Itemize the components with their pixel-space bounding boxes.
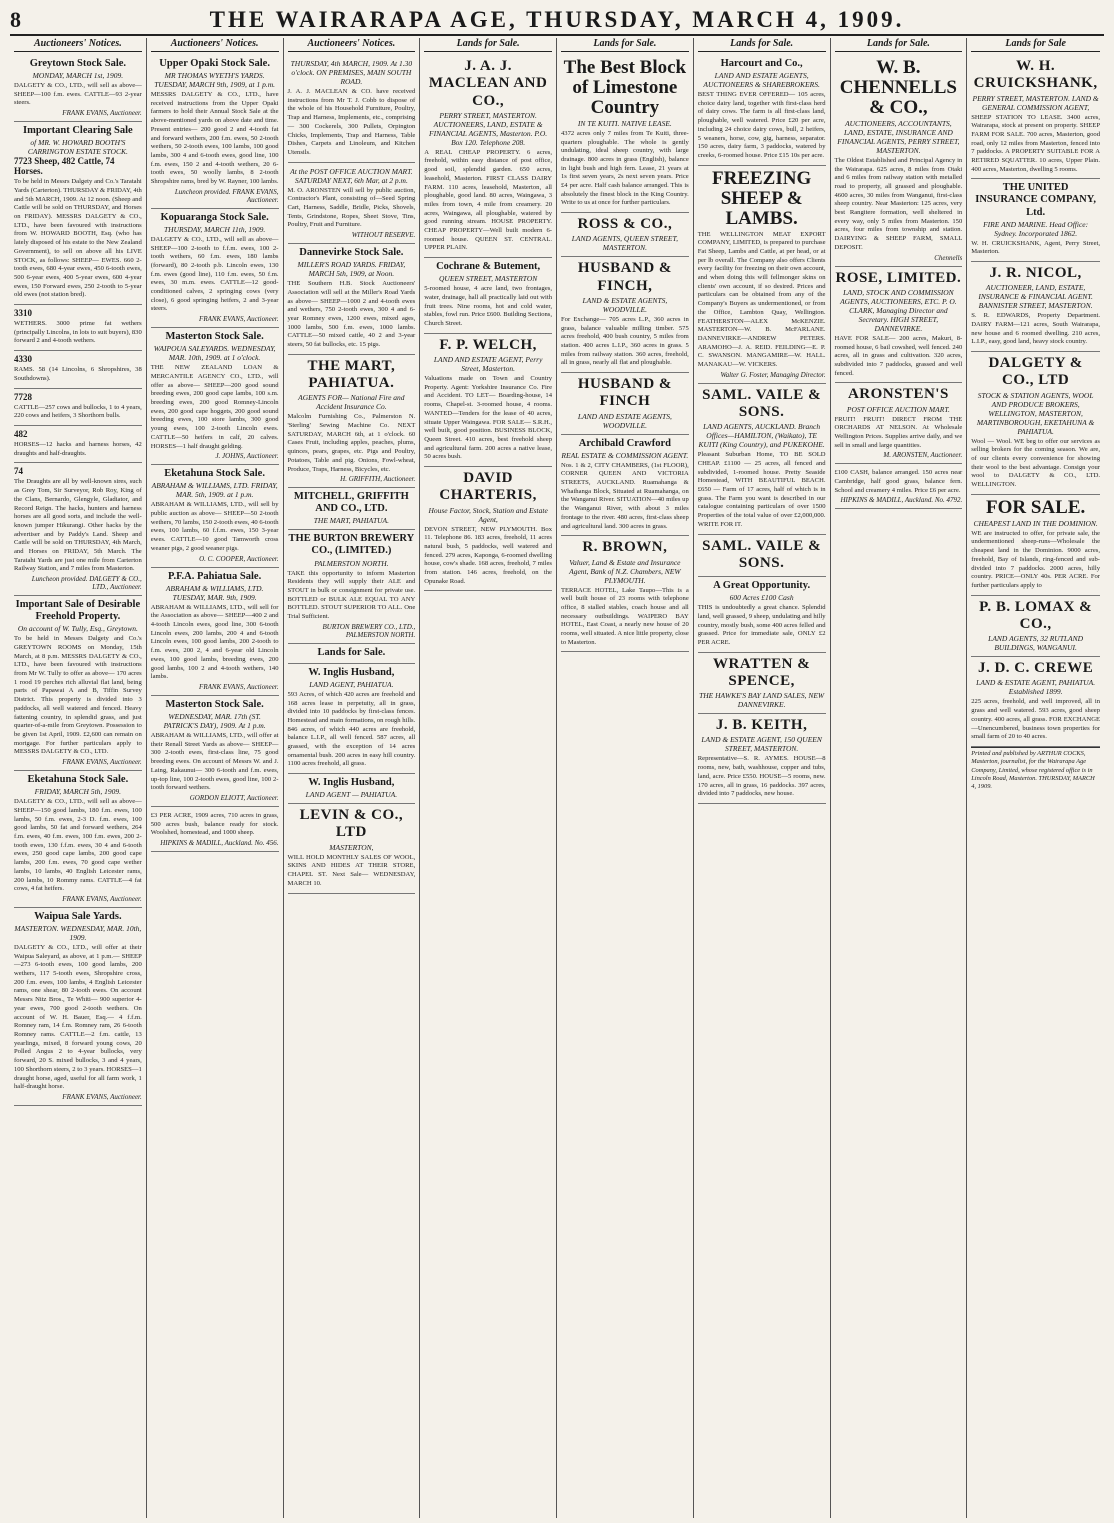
advertisement (561, 257, 689, 373)
ad-body-text: THE NEW ZEALAND LOAN & MERCANTILE AGENCY CO., LTD., will offer as above— SHEEP—200 good sound breeding ewes, 200 good cape lambs, 100 s.m. breeding ewes, 200 good Romney-Lincoln ewes, 200 good cape hoggets, 200 good sound breeding ewes, 100 store lambs, 300 good young ewes, 100 2-tooth Lincoln ewes. CATTLE—50 heifers in calf, 20 calves. HORSES—1 half draught gelding. (150, 364, 279, 450)
ad-body-text: WETHERS. 3000 prime fat wethers (principally Lincolns, in lots to suit buyers), 830 forward 2 and 4-tooth wethers. (14, 320, 142, 345)
ad-title: P.F.A. Pahiatua Sale. (168, 570, 262, 582)
ad-title: ROSS & CO., (577, 216, 673, 233)
ad-subtitle: PALMERSTON NORTH. (314, 558, 389, 568)
ad-subtitle: 600 Acres £100 Cash (729, 593, 794, 603)
ad-subtitle: Valuer, Land & Estate and Insurance Agent, Bank of N.Z. Chambers, NEW PLYMOUTH. (569, 557, 681, 585)
ad-subtitle: FIRE AND MARINE. Head Office: Sydney. Incorporated 1862. (983, 219, 1089, 238)
ad-subtitle: PERRY STREET, MASTERTON. LAND & GENERAL COMMISSION AGENT, (972, 93, 1099, 112)
ad-subtitle: LAND AGENTS, 32 RUTLAND BUILDINGS, WANGANUI. (988, 634, 1084, 653)
ad-title: SAML. VAILE & SONS. (702, 537, 822, 571)
ad-body-text: DEVON STREET, NEW PLYMOUTH. Box 11. Telephone 86. 183 acres, freehold, 11 acres natural bush, 5 paddocks, well watered and fenced. 279 acres, Kaponga, 6-roomed dwelling house, cow's shade. 168 acres, freehold, 7 miles from station. 146 acres, freehold, on the Opunake Road. (424, 525, 552, 585)
ad-title: Dannevirke Stock Sale. (299, 247, 404, 259)
ad-subtitle: ABRAHAM & WILLIAMS, LTD. TUESDAY, MAR. 9th, 1909. (165, 583, 264, 602)
ad-subtitle: LAND & ESTATE AGENTS, WOODVILLE. (582, 295, 668, 314)
ad-title: P. B. LOMAX & CO., (979, 598, 1093, 632)
ad-body-text: 5-roomed house, 4 acre land, two frontages, water, drainage, hall all practically laid out with fruit trees. Nine rooms, hot and cold water, stables, fowl run. Price £600. Building Sections, Church Street. (424, 285, 552, 328)
ad-body-text: Pleasant Suburban Home, TO BE SOLD CHEAP. £1100 — 25 acres, all fenced and subdivided, 1-roomed house. Pretty Seaside Homestead, WITH BEAUTIFUL BEACH. £650 — Farm of 17 acres, half of which is in grass. The Farm you want is described in our catalogue containing particulars of over 1500 Properties of the total value of over £2,000,000. WRITE FOR IT. (697, 451, 826, 528)
advertisement (971, 657, 1100, 747)
advertisement (561, 55, 689, 213)
ad-title: W. B. CHENNELLS & CO., (839, 57, 957, 118)
advertisement (698, 714, 826, 804)
ad-body-text: THE Southern H.B. Stock Auctioneers' Association will sell at the Miller's Road Yards as above— SHEEP—1000 2 and 4-tooth ewes and wethers, 750 2-tooth ewes, 300 4 and 6-year Romney ewes, 1200 ewes, mixed ages, 1000 lambs, 500 f.m. ewes, 1000 lambs. CATTLE—50 mixed cattle, 40 2 and 3-year steers, 50 fat bullocks, etc. 15 pigs. (287, 280, 416, 349)
ad-title: FOR SALE. (986, 496, 1086, 518)
ad-title: Kopuaranga Stock Sale. (160, 211, 269, 223)
column-8 (967, 38, 1104, 1518)
advertisement (151, 696, 279, 807)
ad-signature: FRANK EVANS, Auctioneer. (199, 682, 279, 691)
advertisement (561, 435, 689, 537)
ad-body-text: For Exchange— 705 acres L.P., 360 acres in grass, balance valuable milling timber. 575 acres freehold, 400 bush country, 5 miles from station. 400 acres L.I.P., 360 acres in grass. 5 miles from railway station. 360 acres, freehold, all in grass, nearly all flat and ploughable. (561, 315, 689, 367)
ad-title: THE BURTON BREWERY CO., (LIMITED.) (288, 533, 415, 557)
ad-title: Masterton Stock Sale. (165, 331, 264, 343)
advertisement (561, 213, 689, 257)
ad-title: HUSBAND & FINCH, (577, 260, 672, 294)
ad-body-text: ABRAHAM & WILLIAMS, LTD., will offer at their Renall Street Yards as above— SHEEP—300 2-tooth ewes, first-class line, 75 good breeding ewes. On account of Messrs W. and J. Laing, Rakaunui— 300 6-tooth and f.m. ewes, up-top line, 100 2-tooth ewes, good line, 100 2-tooth forward wethers. (150, 732, 279, 792)
ad-subtitle: WAIPOUA SALEYARDS. WEDNESDAY, MAR. 10th, 1909. at 1 o'clock. (153, 344, 276, 363)
ad-body-text: The Draughts are all by well-known sires, such as Grey Tom, Sir Surveyor, Rob Roy, King of the Clans, Bernardo, Glengyle, Gladiator, and Record Reign. The hacks, hunters and harness horses are all good sorts, and include the well-known jumper Hikurangi. Other hacks by the advertiser and by Paddy's Land. Sheep and Cattle will be sold on THURSDAY, 4th March, and Horses on FRIDAY, 5th March. The Taratahi Yards are just one mile from Carterton Railway Station, and 7 miles from Masterton. (14, 478, 142, 573)
ad-body-text: ABRAHAM & WILLIAMS, LTD., will sell by public auction as above— SHEEP—50 2-tooth wethers, 70 lambs, 150 2-tooth ewes, 40 6-tooth ewes, 100 lambs, 60 f.f.m. ewes, 150 3-year ewes. CATTLE—10 good Tamworth cross weaner pigs, 2 good weaner pigs. (150, 501, 279, 552)
ad-body-text: CATTLE—257 cows and bullocks, 1 to 4 years, 220 cows and heifers, 3 Shorthorn bulls. (14, 403, 142, 420)
ad-body-text: RAMS. 58 (14 Lincolns, 6 Shropshires, 38 Southdowns). (14, 366, 142, 382)
ad-signature: M. ARONSTEN, Auctioneer. (883, 451, 963, 460)
ad-title: Important Clearing Sale (23, 125, 133, 137)
ad-subtitle: LAND AGENT — PAHIATUA. (305, 790, 398, 800)
ad-signature: HIPKINS & MADILL, Auckland. No. 456. (160, 839, 279, 848)
ad-title: ROSE, LIMITED. (835, 269, 962, 286)
ad-subtitle: REAL ESTATE & COMMISSION AGENT. (561, 450, 689, 460)
ad-signature: Luncheon provided. FRANK EVANS, Auctioneer. (174, 187, 279, 204)
ad-body-text: Malcolm Furnishing Co., Palmerston N. 'Sterling' Sewing Machine Co. NEXT SATURDAY, MARCH 6th, at 1 o'clock. 60 Cases Fruit, including apples, peaches, plums, quinces, pears, grapes, etc. Pigs and Poultry, Potatoes, Table and pig. Onions, Fowl-wheat, Produce, Traps, Harness, Bicycles, etc. (287, 413, 416, 473)
ad-title: W. Inglis Husband, (308, 666, 395, 678)
ad-subtitle: ABRAHAM & WILLIAMS, LTD. FRIDAY, MAR. 5th, 1909. at 1 p.m. (151, 481, 278, 500)
advertisement (14, 122, 142, 305)
advertisement (288, 355, 416, 488)
ad-title: Lands for Sale. (317, 646, 386, 658)
ad-subtitle: THURSDAY, MARCH 11th, 1909. (163, 224, 266, 234)
ad-title: Masterton Stock Sale. (165, 698, 264, 710)
advertisement (151, 568, 279, 696)
ad-title: ARONSTEN'S (847, 386, 949, 403)
advertisement (971, 596, 1100, 658)
ad-signature: GORDON ELIOTT, Auctioneer. (189, 793, 279, 802)
advertisement (698, 535, 826, 578)
column-header: Lands for Sale. (424, 38, 552, 52)
advertisement (151, 807, 279, 852)
column-6 (694, 38, 831, 1518)
ad-title: Harcourt and Co., (720, 58, 803, 69)
ad-subtitle: MASTERTON, (329, 842, 374, 852)
column-header: Lands for Sale. (698, 38, 826, 52)
ad-signature: FRANK EVANS, Auctioneer. (62, 894, 142, 903)
ad-subtitle: AGENTS FOR— National Fire and Accident Insurance Co. (298, 393, 405, 412)
column-2 (147, 38, 284, 1518)
ad-body-text: SHEEP STATION TO LEASE. 3400 acres, Wairarapa, stock at present on property. SHEEP FARM FOR SALE. 700 acres, Masterton, good road, only 12 miles from Masterton, fenced into 7 paddocks. A PROPERTY SUITABLE FOR A RETIRED SQUATTER. 10 acres, Upper Plain. 400 acres, Masterton, dwelling 5 rooms. (971, 113, 1100, 173)
ad-subtitle: On account of W. Tully, Esq., Greytown. (17, 624, 138, 634)
ad-body-text: 225 acres, freehold, and well improved, all in grass and well watered. 593 acres, good sheep country. 400 acres, all grass. FOR EXCHANGE—Unencumbered, business town properties for small farm of 20 to 40 acres. (971, 698, 1100, 741)
column-header: Auctioneers' Notices. (14, 38, 142, 52)
advertisement (288, 644, 416, 664)
advertisement (698, 384, 826, 535)
advertisement (424, 258, 552, 334)
ad-subtitle: LAND & ESTATE AGENT, PAHIATUA. Established 1899. (976, 678, 1096, 697)
ad-body-text: The Oldest Established and Principal Agency in the Wairarapa. 625 acres, 8 miles from Otaki and 6 miles from railway station with metalled road to property, all grassed and ploughable. 4600 acres, 30 miles from Wanganui, first-class sheep country. Near Masterton: 125 acres, very best Rangitere formation, well sheltered in every way, only 5 miles from Masterton. 150 acres, four miles from township and station. DAIRYING & SHEEP FARM, SMALL DEPOSIT. (834, 156, 963, 251)
ad-subtitle: LAND AGENTS, AUCKLAND. Branch Offices—HAMILTON, (Waikato), TE KUITI (King Country), and PUKEKOHE. (698, 422, 825, 450)
newspaper-columns (10, 38, 1104, 1518)
advertisement (971, 352, 1100, 495)
advertisement (288, 774, 416, 804)
column-header: Lands for Sale. (561, 38, 689, 52)
ad-title: J. R. NICOL, (989, 265, 1082, 282)
ad-subtitle: POST OFFICE AUCTION MART. (846, 404, 950, 414)
ad-subtitle: QUEEN STREET, MASTERTON (438, 274, 538, 284)
ad-body-text: Wool — Wool. WE beg to offer our services as selling brokers for the coming season. We are, of our clients every convenience for showing their wool to the best advantage. Consign your wool to DALGETY & CO., LTD. WELLINGTON. (971, 437, 1100, 489)
advertisement (151, 465, 279, 567)
ad-signature: FRANK EVANS, Auctioneer. (62, 109, 142, 118)
ad-subtitle: At the POST OFFICE AUCTION MART. SATURDAY NEXT, 6th Mar, at 2 p.m. (290, 166, 413, 185)
ad-signature: HIPKINS & MADILL, Auckland. No. 4792. (840, 496, 963, 505)
ad-body-text: £3 PER ACRE, 1909 acres, 710 acres in grass, 500 acres bush, balance ready for stock. Woolshed, homestead, and 1000 sheep. (150, 811, 279, 837)
ad-subtitle: THE HAWKE'S BAY LAND SALES, NEW DANNEVIRKE. (699, 691, 825, 710)
advertisement (971, 262, 1100, 352)
ad-title: W. Inglis Husband, (308, 777, 395, 789)
advertisement (288, 55, 416, 163)
ad-body-text: WILL HOLD MONTHLY SALES OF WOOL, SKINS AND HIDES AT THEIR STORE, CHAPEL ST. Next Sale— WEDNESDAY, MARCH 10. (287, 853, 416, 887)
advertisement (14, 55, 142, 122)
ad-highlight: 4330 (14, 354, 32, 365)
ad-title: DAVID CHARTERIS, (439, 470, 537, 504)
ad-title: W. H. CRUICKSHANK, (973, 58, 1098, 92)
ad-title: THE UNITED INSURANCE COMPANY, Ltd. (975, 182, 1096, 218)
advertisement (971, 179, 1100, 262)
ad-title: SAML. VAILE & SONS. (702, 386, 822, 420)
column-header: Auctioneers' Notices. (151, 38, 279, 52)
ad-title: Cochrane & Butement, (436, 261, 541, 273)
advertisement (151, 55, 279, 209)
ad-subtitle: FRIDAY, MARCH 5th, 1909. (34, 787, 122, 797)
ad-title: HUSBAND & FINCH (577, 376, 672, 410)
advertisement (288, 163, 416, 245)
ad-signature: FRANK EVANS, Auctioneer. (199, 315, 279, 324)
ad-title: THE MART, PAHIATUA. (307, 357, 396, 392)
advertisement (14, 426, 142, 463)
ad-body-text: DALGETY & CO., LTD., will sell as above— SHEEP—100 2-tooth to f.f.m. ewes, 100 2-tooth wethers, 60 f.m. ewes, 180 lambs (forward), 80 2-tooth p.b. Lincoln ewes, 130 f.m. ewes (good line), 110 f.m. ewes, 50 f.m. ewes, 30 m.m. ewes. CATTLE—12 good-conditioned calves, 2 springing cows (very close), 6 good springing heifers, 2 and 3-year steers. (150, 235, 279, 313)
ad-title: LEVIN & CO., LTD (299, 807, 404, 841)
column-4 (420, 38, 557, 1518)
page-number: 8 (10, 7, 21, 32)
advertisement (424, 467, 552, 591)
ad-title: A Great Opportunity. (713, 580, 811, 592)
ad-subtitle: CHEAPEST LAND IN THE DOMINION. (973, 518, 1098, 528)
advertisement (14, 596, 142, 771)
ad-body-text: To be held in Messrs Dalgety and Co.'s Taratahi Yards (Carterton). THURSDAY & FRIDAY, 4th and 5th MARCH, 1909. At 12 noon. (Sheep and Cattle will be sold on THURSDAY, and Horses on FRIDAY). MESSRS DALGETY & CO., LTD., have been favoured with instructions from W. HOWARD BOOTH, Esq. (who has lately disposed of his estate to the New Zealand Government), to sell on above all his LIVE STOCK, as follows: SHEEP— EWES. 660 2-tooth ewes, 680 4-year ewes, 450 6-tooth ewes, 500 6-year ewes, 400 5-year ewes, 600 4-year ewes, 150 Forward ewes, 250 2-tooth to 5-year old ewes (not station bred). (14, 178, 142, 299)
column-5 (557, 38, 694, 1518)
ad-subtitle: LAND AGENTS, QUEEN STREET, MASTERTON. (571, 234, 678, 253)
ad-body-text: THIS is undoubtedly a great chance. Splendid land, well grassed, 9 sheep, undulating and hilly country, mostly bush, some 400 acres felled and grassed. Price for immediate sale, ONLY £2 PER ACRE. (697, 604, 826, 646)
ad-subtitle: LAND AND ESTATE AGENTS, WOODVILLE. (577, 411, 672, 430)
advertisement (151, 209, 279, 328)
ad-subtitle: IN TE KUITI. NATIVE LEASE. (577, 118, 672, 128)
ad-body-text: BEST THING EVER OFFERED— 105 acres, choice dairy land, together with first-class herd of dairy cows. The farm is all first-class land, ploughable, well watered. Price £20 per acre, including 24 choice dairy cows, bull, 2 heifers, 5 weaners, horse, cow, gig, harness, separator. 150 acres, dairy farm, 3 paddocks, watered by creeks, 6-roomed house. Price £15 10s per acre. (697, 91, 826, 159)
advertisement (971, 495, 1100, 596)
column-7 (831, 38, 968, 1518)
advertisement (14, 463, 142, 596)
ad-title: J. D. C. CREWE (977, 660, 1094, 677)
ad-subtitle: MONDAY, MARCH 1st, 1909. (32, 71, 124, 81)
advertisement (561, 373, 689, 435)
ad-body-text: TAKE this opportunity to inform Masterton Residents they will supply their ALE and STOUT in bulk or consignment for private use. BOTTLED or BULK ALE EQUAL TO ANY BOTTLED. STOUT SUPERIOR TO ALL. One Trial Sufficient. (287, 569, 416, 621)
ad-title: The Best Block of Limestone Country (563, 57, 687, 118)
column-header: Auctioneers' Notices. (288, 38, 416, 52)
column-3 (284, 38, 421, 1518)
ad-signature: FRANK EVANS, Auctioneer. (62, 758, 142, 767)
ad-body-text: To be held in Messrs Dalgety and Co.'s GREYTOWN ROOMS on Monday, 15th March, at 8 p.m. MESSRS DALGETY & CO., LTD., have been favoured with instructions from Mr W. Tully to offer as above— 170 acres 1 rood 19 perches rich alluvial flat land, being parts of Papawai A and B, Tiffin Survey District. This property is divided into 3 paddocks, all well watered and fenced. Heavy fattening country, in splendid grass, and just quarter-of-a-mile from Greytown. Possession to be given 1st April, 1909. £2,600 can remain on mortgage. For further particulars apply to MESSRS DALGETY & CO., LTD. (14, 635, 142, 756)
ad-body-text: S. R. EDWARDS, Property Department. DAIRY FARM—121 acres, South Wairarapa, new house and 6 roomed dwelling. 210 acres, L.I.P., easy, good land, heavy stock country. (971, 312, 1100, 346)
advertisement (971, 55, 1100, 179)
newspaper-title: THE WAIRARAPA AGE, THURSDAY, MARCH 4, 1909. (209, 7, 905, 32)
ad-signature: WITHOUT RESERVE. (351, 231, 416, 240)
ad-title: J. B. KEITH, (715, 717, 808, 734)
advertisement (288, 530, 416, 643)
advertisement (561, 536, 689, 652)
ad-subtitle: LAND, STOCK AND COMMISSION AGENTS, AUCTIONEERS, ETC. P. O. CLARK, Managing Director and Secretary. HIGH STREET, DANNEVIRKE. (840, 287, 957, 333)
advertisement (151, 328, 279, 465)
ad-subtitle: LAND AGENT, PAHIATUA. (309, 679, 394, 689)
ad-highlight: 7723 Sheep, 482 Cattle, 74 Horses. (14, 156, 115, 177)
advertisement (288, 804, 416, 893)
advertisement (14, 908, 142, 1106)
ad-subtitle: MR THOMAS WYETH'S YARDS. TUESDAY, MARCH 9th, 1909, at 1 p.m. (154, 71, 276, 90)
ad-title: Eketahuna Stock Sale. (27, 774, 129, 786)
ad-highlight: 7728 (14, 391, 32, 402)
ad-subtitle: MASTERTON. WEDNESDAY, MAR. 10th, 1909. (14, 923, 142, 942)
ad-subtitle: of MR. W. HOWARD BOOTH'S CARRINGTON ESTATE STOCK. (27, 138, 128, 157)
ad-body-text: Representative—S. R. AYMES. HOUSE—8 rooms, new, bath, washhouse, copper and tubs, land, acre. Price £550. HOUSE—5 rooms, new. 170 acres, all in grass, 16 paddocks. 397 acres, divided into 7 paddocks, new house. (697, 755, 826, 798)
ad-subtitle: LAND AND ESTATE AGENT, Perry Street, Masterton. (433, 355, 543, 374)
ad-body-text: DALGETY & CO., LTD., will sell as above—SHEEP—100 f.m. ewes. CATTLE—93 2-year steers. (14, 82, 142, 107)
ad-title: Upper Opaki Stock Sale. (159, 58, 270, 69)
ad-title: FREEZING SHEEP & LAMBS. (712, 167, 812, 229)
ad-subtitle: WEDNESDAY, MAR. 17th (ST. PATRICK'S DAY), 1909. At 1 p.m. (163, 712, 266, 731)
ad-body-text: FRUIT! FRUIT! DIRECT FROM THE ORCHARDS AT NELSON. At Wholesale Wellington Prices. Supplies arrive daily, and we sell in small and large quantities. (834, 415, 963, 449)
ad-signature: Luncheon provided. DALGETY & CO., LTD., Auctioneer. (31, 575, 142, 592)
ad-subtitle: THE MART, PAHIATUA. (313, 516, 390, 526)
ad-body-text: 4372 acres only 7 miles from Te Kuiti, three-quarters ploughable. The whole is gently undulating, ideal sheep country, with large drainage. 800 acres in grass (English), balance in light bush and high fern. Lease, 21 years at 1s first seven years, 2s next seven years. Price £4 per acre. Half cash balance arranged. This is absolutely the finest block in the King Country. Write to us at once for further particulars. (561, 129, 689, 207)
ad-body-text: ABRAHAM & WILLIAMS, LTD., will sell for the Association as above— SHEEP—400 2 and 4-tooth Lincoln ewes, good line, 300 6-tooth Lincoln ewes, 200 lambs, 200 4 and 6-tooth Lincoln ewes, 100 good lambs, 200 2-tooth to f.m. ewes, 200 2, 4 and 6-year old Lincoln ewes, 100 good lambs, breeding ewes, 200 good lambs, 100 2 and 4-tooth wethers, 140 lambs. (150, 603, 279, 681)
advertisement (14, 389, 142, 426)
ad-subtitle: House Factor, Stock, Station and Estate Agent, (428, 505, 548, 524)
ad-title: Greytown Stock Sale. (29, 58, 127, 69)
ad-body-text: Valuations made on Town and Country Property. Agent: Yorkshire Insurance Co. Fire and Accident. TO LET— Boarding-house, 14 rooms, Chapel-st. 3-roomed house, 4 rooms. WANTED—Tenders for the lease of 40 acres, situate Upper Waingawa. FOR SALE— S.R.H., well built, good position. BUSINESS BLOCK, Queen Street. 410 acres, best freehold sheep and agricultural farm. 200 acres a native lease, 50 acres bush. (424, 375, 552, 461)
ad-body-text: M. O. ARONSTEN will sell by public auction, Contractor's Plant, consisting of—Seed Spring Cart, Harness, Saddle, Bridle, Picks, Shovels, Tents, Grindstone, Ropes, Sheet Stove, Tins, Poultry, Fruit and Furniture. (287, 186, 416, 229)
ad-signature: Chennells (934, 253, 963, 262)
ad-title: Waipua Sale Yards. (34, 910, 122, 922)
ad-signature: FRANK EVANS, Auctioneer. (62, 1092, 142, 1101)
column-header: Lands for Sale (971, 38, 1100, 52)
advertisement (835, 55, 963, 267)
ad-body-text: HORSES—12 hacks and harness horses, 42 draughts and half-draughts. (14, 441, 142, 457)
ad-body-text: DALGETY & CO., LTD., will offer at their Waipua Saleyard, as above, at 1 p.m.— SHEEP—273 6-tooth ewes, 100 good lambs, 200 wethers, 117 5-tooth ewes, Shropshire cross, 200 f.m. ewes, 100 lambs, 4 English Leicester rams, one shear, 80 2-tooth ewes. On account Messrs Nitz Bros., Te Whiti— 900 superior 4-year ewes, 700 good 2-tooth wethers. On account of W. H. Bauer, Esq.— 4 f.f.m. Romney ram, 14 f.m. Romney ram, 26 6-tooth Romney rams. CATTLE—2 f.m. cattle, 13 yearlings, mixed, 8 forward young cows, 20 Polled Angus 2 to 4-year bullocks, very forward, 20 S. mixed bullocks, 3 and 4 years, 100 Shorthorn steers, 2 to 3 years. HORSES—1 draught horse, aged, useful for all farm work, 1 half-draught horse. (14, 943, 142, 1091)
column-1 (10, 38, 147, 1518)
ad-body-text: TERRACE HOTEL, Lake Taupo—This is a well built house of 23 rooms with telephone office, 8 stalled stables, coach house and all necessary outbuildings. WAIPERO BAY HOTEL, East Coast, a nearly new house of 20 rooms, well situated. A nice little property, close to Masterton. (561, 586, 689, 646)
printer-imprint: Printed and published by ARTHUR COCKS, Masterton, journalist, for the Wairarapa Age Company, Limited, whose registered office is in Lincoln Road, Masterton. THURSDAY, MARCH 4, 1909. (971, 747, 1100, 792)
ad-title: Eketahuna Stock Sale. (164, 468, 265, 480)
advertisement (835, 464, 963, 509)
ad-signature: H. GRIFFITH, Auctioneer. (340, 475, 416, 484)
ad-highlight: 482 (14, 429, 28, 439)
ad-title: J. A. J. MACLEAN AND CO., (428, 58, 548, 109)
ad-title: DALGETY & CO., LTD (988, 355, 1083, 389)
ad-title: F. P. WELCH, (439, 336, 537, 353)
column-header: Lands for Sale. (835, 38, 963, 52)
ad-subtitle: LAND AND ESTATE AGENTS, AUCTIONEERS & SHAREBROKERS. (703, 71, 820, 90)
advertisement (14, 351, 142, 388)
ad-body-text: HAVE FOR SALE— 200 acres, Makuri, 8-roomed house, 6 bail cowshed, well fenced. 240 acres, all in grass and cultivation. 320 acres, subdivided into 7 paddocks, grassed and well fenced. (834, 334, 963, 377)
ad-body-text: DALGETY & CO., LTD., will sell as above— SHEEP—150 good lambs, 180 f.m. ewes, 100 lambs, 50 f.m. ewes, 2-3 D. f.m. ewes, 100 good lambs, 50 fat and forward wethers, 264 f.m. ewes, 40 f.m. ewes, 100 f.m. ewes, 200 2-tooth ewes, 130 f.f.m. ewes, 30 4 and 6-tooth ewes, 250 good cape lambs, 200 good cape lambs, 200 f.m. ewes, 70 good cape wether lambs, 10 lambs, 40 English Leicester rams, 200 lambs, 10 Rommy rams. CATTLE—4 fat cows, 4 fat heifers. (14, 798, 142, 893)
ad-signature: BURTON BREWERY CO., LTD., PALMERSTON NORTH. (322, 622, 416, 639)
advertisement (424, 334, 552, 467)
advertisement (698, 166, 826, 384)
ad-body-text: MESSRS DALGETY & CO., LTD., have received instructions from the Upper Opaki farmers to hold their Annual Stock Sale at the above-mentioned yards on above date and time. Present entries— 200 good 2 and 4-tooth fat and forward wethers, 200 f.m. ewes, 50 2-tooth wethers, 50 2-tooth ewes, 100 lambs, 100 good lambs, 300 4 and 6-tooth ewes, good line, 100 f.m. ewes, 150 2 and 4-tooth wethers, 20 6-tooth ewes, 50 woolly lambs, 8 2-tooth Shropshire rams, bred by W. Rayner, 100 lambs. (150, 91, 279, 186)
ad-body-text: W. H. CRUICKSHANK, Agent, Perry Street, Masterton. (971, 239, 1100, 256)
advertisement (424, 55, 552, 258)
ad-subtitle: AUCTIONEERS, ACCOUNTANTS, LAND, ESTATE, INSURANCE AND FINANCIAL AGENTS, PERRY STREET, MASTERTON. (837, 118, 960, 155)
ad-subtitle: LAND & ESTATE AGENT, 150 QUEEN STREET, MASTERTON. (701, 735, 822, 754)
ad-body-text: Nos. 1 & 2, CITY CHAMBERS, (1st FLOOR), CORNER QUEEN AND VICTORIA STREETS, AUCKLAND. Ruamahanga & Whaihanga Block, Situated at Ruamahanga, on the Wanganui River. SITUATION—40 miles up the Wanganui River, with about 3 miles frontage to the river. 480 acres, first-class sheep and agricultural land. 300 acres in grass. (561, 461, 689, 530)
ad-subtitle: THURSDAY, 4th MARCH, 1909. At 1.30 o'clock. ON PREMISES, MAIN SOUTH ROAD. (290, 59, 413, 86)
masthead (10, 6, 1104, 36)
advertisement (14, 771, 142, 908)
ad-body-text: THE WELLINGTON MEAT EXPORT COMPANY, LIMITED, is prepared to purchase Fat Sheep, Lambs and Cattle, at per head, or at per lb overall. The Company also offers Clients every facility for freezing on their own account, and when doing this will fellmonger skins on clients' own account, if so desired. Prices and particulars can be obtained from any of the Company's Buyers as undermentioned, or from the Office, Lambton Quay, Wellington. FEATHERSTON—ALEX McKENZIE. MASTERTON—W. B. McFARLANE. DANNEVIRKE—ANDREW PETERS. ARAMOHO—J. A. REID. FEILDING—E. P. C. SWANSON. MANGAMIRE—W. HALL. MANAKAU—W. VICKERS. (697, 230, 826, 369)
ad-body-text: 593 Acres, of which 420 acres are freehold and 168 acres lease in perpetuity, all in grass, divided into 10 paddocks by first-class fences. Homestead and main formations, on rough hills. 846 acres, of which 440 acres are freehold, balance L.I.P., all well fenced. 587 acres, all grassed, with the exception of 14 acres ornamental bush. 200 acres in easy hill country. 1100 acres freehold, all grass. (287, 690, 416, 768)
advertisement (698, 577, 826, 653)
ad-title: R. BROWN, (582, 539, 668, 556)
ad-title: Archibald Crawford (578, 437, 671, 449)
advertisement (835, 267, 963, 384)
advertisement (835, 383, 963, 464)
advertisement (698, 653, 826, 715)
ad-title: WRATTEN & SPENCE, (713, 655, 811, 689)
ad-subtitle: STOCK & STATION AGENTS, WOOL AND PRODUCE BROKERS, WELLINGTON, MASTERTON, MARTINBOROUGH, EKETAHUNA & PAHIATUA. (976, 390, 1095, 436)
ad-subtitle: AUCTIONEER, LAND, ESTATE, INSURANCE & FINANCIAL AGENT. BANNISTER STREET, MASTERTON. (978, 283, 1093, 311)
ad-title: Important Sale of Desirable Freehold Property. (15, 599, 141, 623)
ad-subtitle: PERRY STREET, MASTERTON. AUCTIONEERS, LAND, ESTATE & FINANCIAL AGENTS, Masterton. P.O. Box 120. Telephone 208. (429, 110, 548, 147)
ad-body-text: A REAL CHEAP PROPERTY. 6 acres, freehold, within easy distance of post office, good soil, splendid garden. 650 acres, leasehold, Masterton. FIRST CLASS DAIRY FARM. 110 acres, leasehold, Masterton, all ploughable, good land. 80 acres, Waingawa, 3 miles from town, 4 mile from creamery. 20 acres, Waingawa, all ploughable, watered by good running stream. HOUSE PROPERTY. CHEAP PROPERTY—Well built modern 6-roomed house. QUEEN ST. CENTRAL. UPPER PLAIN. (424, 148, 552, 252)
ad-highlight: 74 (14, 466, 23, 477)
ad-signature: J. JOHNS, Auctioneer. (215, 452, 279, 461)
ad-subtitle: MILLER'S ROAD YARDS. FRIDAY, MARCH 5th, 1909, at Noon. (297, 260, 406, 279)
advertisement (14, 305, 142, 351)
advertisement (288, 488, 416, 530)
advertisement (288, 244, 416, 355)
advertisement (288, 664, 416, 774)
ad-body-text: WE are instructed to offer, for private sale, the undermentioned sheep-runs—Wholesale the cheapest land in the Dominion. 9000 acres, freehold, Bay of Islands, ring-fenced and sub-divided into 7 paddocks. 2000 acres, hilly country. PRICE—ONLY 40s. PER ACRE. For further particulars apply to (971, 529, 1100, 589)
advertisement (698, 55, 826, 166)
ad-body-text: £100 CASH, balance arranged. 150 acres near Cambridge, half good grass, balance fern. School and creamery 4 miles. Price £6 per acre. (834, 469, 963, 494)
ad-highlight: 3310 (14, 308, 32, 319)
ad-signature: O. C. COOPER, Auctioneer. (199, 554, 279, 563)
ad-signature: Walter G. Foster, Managing Director. (720, 370, 826, 379)
ad-body-text: J. A. J. MACLEAN & CO. have received instructions from Mr T. J. Cobb to dispose of the whole of his Household Furniture, Poultry, Trap and Harness, Implements, etc., comprising— 300 Cockerels, 300 Pullets, Orpington Chicks, Implements, Trap and Harness, Table Dishes, Carpets and Linoleum, and Kitchen Utensils. (287, 88, 416, 156)
ad-title: MITCHELL, GRIFFITH AND CO., LTD. (293, 491, 409, 515)
